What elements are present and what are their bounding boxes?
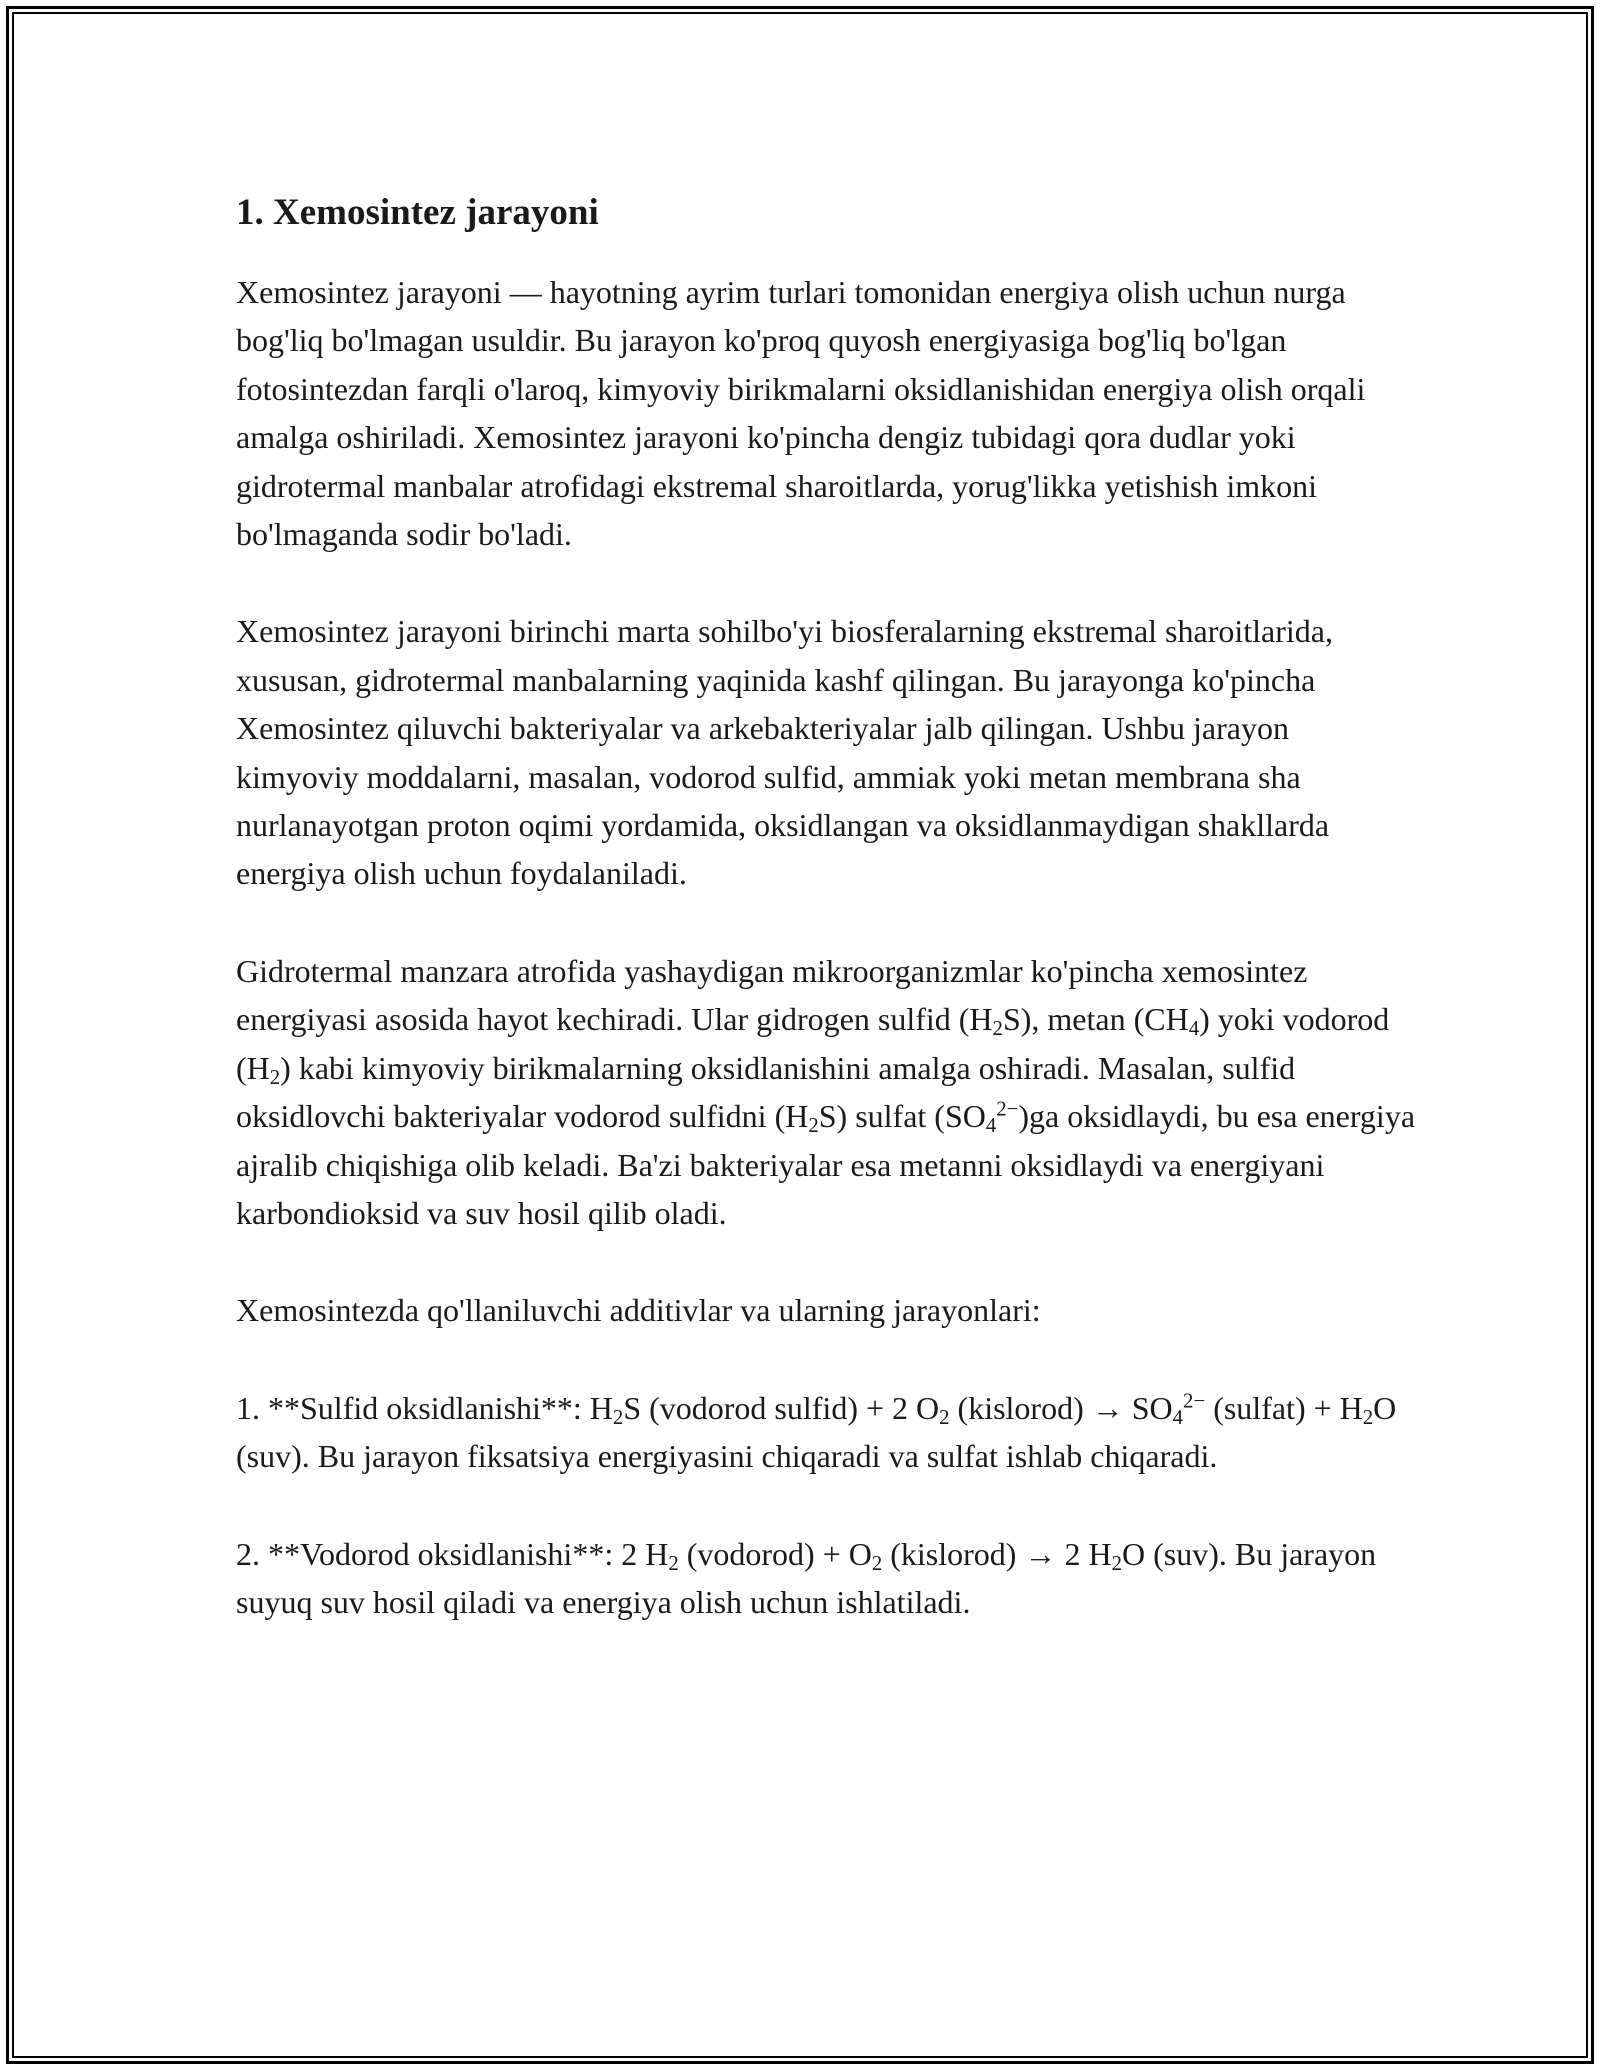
- paragraph-intro: Xemosintez jarayoni — hayotning ayrim turlari tomonidan energiya olish uchun nurga bog'liq bo'lmagan usuldir. Bu jarayon ko'proq quyosh energiyasiga bog'liq bo'lgan fotosintezdan farqli o'laroq, kimyoviy birikmalarni oksidlanishidan energiya olish orqali amalga oshiriladi. Xemosintez jarayoni ko'pincha dengiz tubidagi qora dudlar yoki gidrotermal manbalar atrofidagi ekstremal sharoitlarda, yorug'likka yetishish imkoni bo'lmaganda sodir bo'ladi.: [236, 274, 1366, 553]
- section-heading: 1. Xemosintez jarayoni: [236, 192, 599, 233]
- paragraph-discovery: Xemosintez jarayoni birinchi marta sohilbo'yi biosferalarning ekstremal sharoitlarida, xususan, gidrotermal manbalarning yaqinida kashf qilingan. Bu jarayonga ko'pincha Xemosintez qiluvchi bakteriyalar va arkebakteriyalar jalb qilingan. Ushbu jarayon kimyoviy moddalarni, masalan, vodorod sulfid, ammiak yoki metan membrana sha nurlanayotgan proton oqimi yordamida, oksidlangan va oksidlanmaydigan shakllarda energiya olish uchun foydalaniladi.: [236, 613, 1333, 892]
- list-item-sulfide-oxidation: 1. **Sulfid oksidlanishi**: $H_2S$ (vodorod sulfid) + 2 $O_2$ (kislorod) → $SO_4^{2-}$ (sulfat) + $H_2O$ (suv). Bu jarayon fiksatsiya energiyasini chiqaradi va sulfat ishlab chiqaradi.: [236, 1389, 1397, 1475]
- paragraph-additives-intro: Xemosintezda qo'llaniluvchi additivlar va ularning jarayonlari:: [236, 1292, 1041, 1329]
- paragraph-microorganisms: Gidrotermal manzara atrofida yashaydigan mikroorganizmlar ko'pincha xemosintez energiyasi asosida hayot kechiradi. Ular gidrogen sulfid $(H_2S)$, metan $(CH_4)$ yoki vodorod $(H_2)$ kabi kimyoviy birikmalarning oksidlanishini amalga oshiradi. Masalan, sulfid oksidlovchi bakteriyalar vodorod sulfidni $(H_2S)$ sulfat $(SO_4^{2-})ga$ oksidlaydi, bu esa energiya ajralib chiqishiga olib keladi. Ba'zi bakteriyalar esa metanni oksidlaydi va energiyani karbondioksid va suv hosil qilib oladi.: [236, 952, 1416, 1231]
- document-body: [236, 188, 1416, 1675]
- list-item-hydrogen-oxidation: 2. **Vodorod oksidlanishi**: 2 $H_2$ (vodorod) + $O_2$ (kislorod) → 2 $H_2O$ (suv). Bu jarayon suyuq suv hosil qiladi va energiya olish uchun ishlatiladi.: [236, 1535, 1377, 1620]
